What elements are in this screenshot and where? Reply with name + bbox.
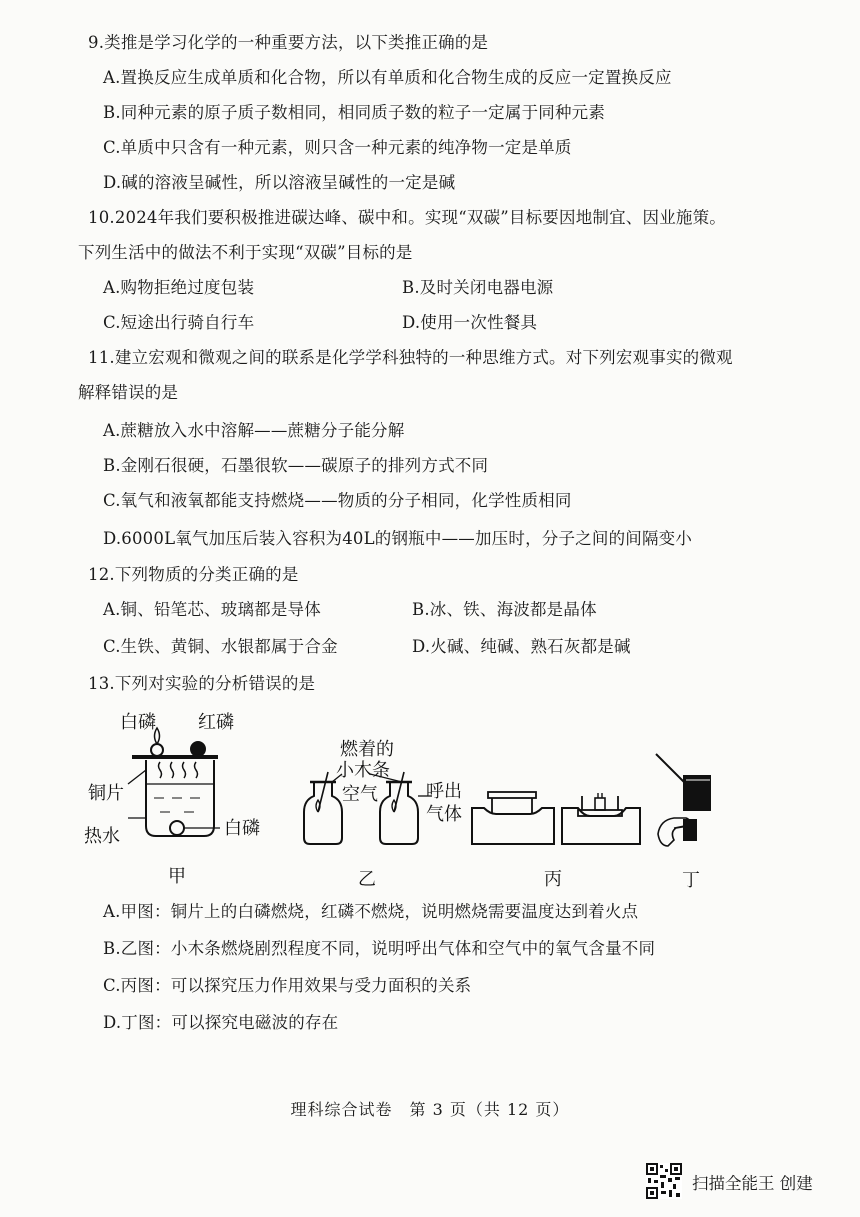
figure-jia	[128, 728, 220, 836]
label-copper-plate: 铜片	[88, 783, 124, 804]
label-white-phosphorus-bottom: 白磷	[224, 818, 260, 839]
q11-option-a: A.蔗糖放入水中溶解——蔗糖分子能分解	[103, 421, 405, 440]
q11-stem-line2: 解释错误的是	[78, 383, 179, 402]
figure-ding	[656, 754, 710, 846]
label-exhaled-1: 呼出	[426, 781, 462, 802]
q9-option-a: A.置换反应生成单质和化合物，所以有单质和化合物生成的反应一定置换反应	[103, 68, 672, 87]
figure-yi	[304, 772, 432, 844]
q13-option-d: D.丁图：可以探究电磁波的存在	[103, 1013, 339, 1032]
q13-option-c: C.丙图：可以探究压力作用效果与受力面积的关系	[103, 976, 472, 995]
q11-option-b: B.金刚石很硬，石墨很软——碳原子的排列方式不同	[103, 456, 489, 475]
scanner-watermark: 扫描全能王 创建	[692, 1174, 813, 1193]
q12-option-d: D.火碱、纯碱、熟石灰都是碱	[412, 637, 631, 656]
q13-option-a: A.甲图：铜片上的白磷燃烧，红磷不燃烧，说明燃烧需要温度达到着火点	[103, 902, 639, 921]
q9-option-b: B.同种元素的原子质子数相同，相同质子数的粒子一定属于同种元素	[103, 103, 606, 122]
q11-option-d: D.6000L氧气加压后装入容积为40L的钢瓶中——加压时，分子之间的间隔变小	[103, 529, 693, 548]
q12-option-a: A.铜、铅笔芯、玻璃都是导体	[103, 600, 321, 619]
caption-jia: 甲	[168, 866, 186, 887]
q12-option-b: B.冰、铁、海波都是晶体	[412, 600, 597, 619]
q11-option-c: C.氧气和液氧都能支持燃烧——物质的分子相同，化学性质相同	[103, 491, 572, 510]
caption-ding: 丁	[682, 870, 700, 891]
label-white-phosphorus-top: 白磷	[120, 712, 156, 733]
q9-option-c: C.单质中只含有一种元素，则只含一种元素的纯净物一定是单质	[103, 138, 572, 157]
label-air: 空气	[342, 784, 378, 805]
q9-option-d: D.碱的溶液呈碱性，所以溶液呈碱性的一定是碱	[103, 173, 456, 192]
q10-option-b: B.及时关闭电器电源	[402, 278, 554, 297]
label-exhaled-2: 气体	[426, 804, 462, 825]
figure-bing	[472, 792, 640, 844]
q10-option-c: C.短途出行骑自行车	[103, 313, 255, 332]
label-hot-water: 热水	[84, 826, 120, 847]
label-burning-stick-2: 小木条	[336, 760, 390, 781]
q10-stem-line1: 10.2024年我们要积极推进碳达峰、碳中和。实现“双碳”目标要因地制宜、因业施策。	[88, 208, 727, 227]
caption-bing: 丙	[544, 869, 562, 890]
q10-option-a: A.购物拒绝过度包装	[103, 278, 255, 297]
q12-option-c: C.生铁、黄铜、水银都属于合金	[103, 637, 338, 656]
page-footer: 理科综合试卷 第 3 页（共 12 页）	[290, 1100, 570, 1119]
q10-stem-line2: 下列生活中的做法不利于实现“双碳”目标的是	[78, 243, 413, 262]
label-red-phosphorus: 红磷	[198, 712, 234, 733]
q13-stem: 13.下列对实验的分析错误的是	[88, 674, 316, 693]
q10-option-d: D.使用一次性餐具	[402, 313, 538, 332]
q9-stem: 9.类推是学习化学的一种重要方法，以下类推正确的是	[88, 33, 489, 52]
qr-code-icon	[646, 1163, 682, 1199]
q13-option-b: B.乙图：小木条燃烧剧烈程度不同，说明呼出气体和空气中的氧气含量不同	[103, 939, 656, 958]
caption-yi: 乙	[358, 869, 376, 890]
q11-stem-line1: 11.建立宏观和微观之间的联系是化学学科独特的一种思维方式。对下列宏观事实的微观	[88, 348, 733, 367]
label-burning-stick-1: 燃着的	[340, 739, 394, 760]
experiment-diagrams	[80, 700, 740, 900]
q13-experiment-figure	[80, 700, 740, 900]
q12-stem: 12.下列物质的分类正确的是	[88, 565, 299, 584]
